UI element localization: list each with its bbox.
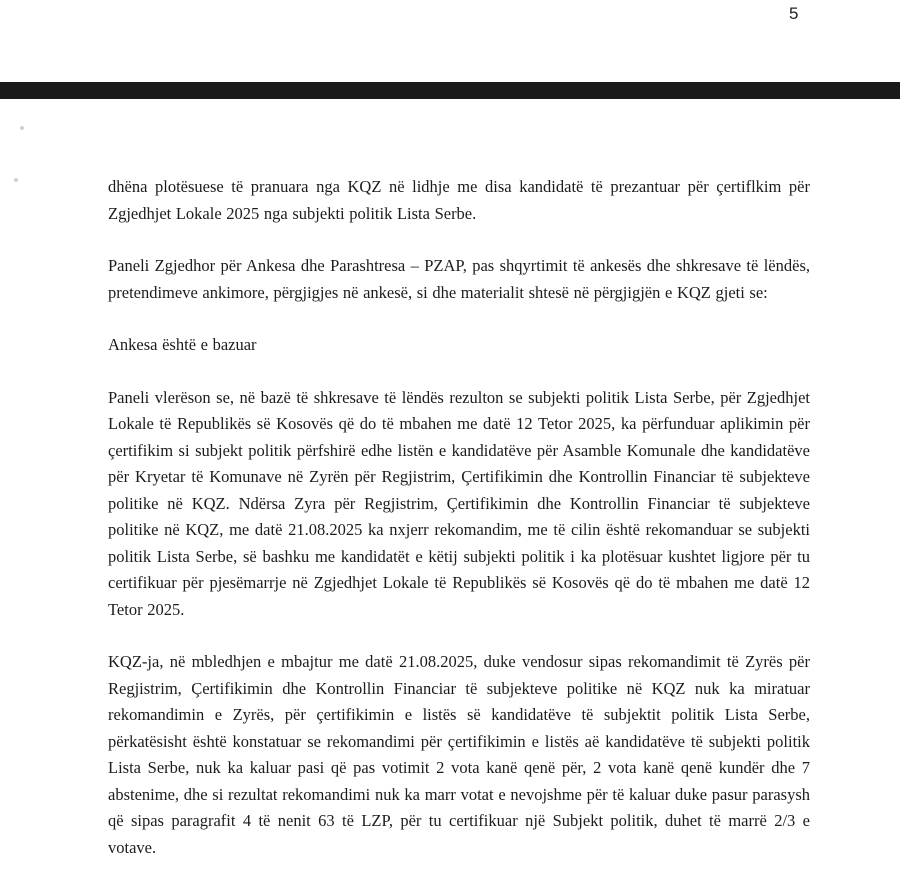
scan-speck — [20, 126, 24, 130]
paragraph-panel-findings-intro: Paneli Zgjedhor për Ankesa dhe Parashtresa – PZAP, pas shqyrtimit të ankesës dhe shkresave të lëndës, pretendimeve ankimore, përgjigjes në ankesë, si dhe materialit shtesë në përgjigjën e KQZ gjeti se: — [108, 256, 810, 302]
paragraph-panel-assessment: Paneli vlerëson se, në bazë të shkresave të lëndës rezulton se subjekti politik Lista Serbe, për Zgjedhjet Lokale të Republikës së Kosovës që do të mbahen me datë 12 Tetor 2025, ka përfunduar aplikimin për çertifikim si subjekt politik përfshirë edhe listën e kandidatëve për Asamble Komunale dhe kandidatëve për Kryetar të Komunave në Zyrën për Regjistrim, Çertifikimin dhe Kontrollin Financiar të subjekteve politike në KQZ. Ndërsa Zyra për Regjistrim, Çertifikimin dhe Kontrollin Financiar të subjekteve politike në KQZ, me datë 21.08.2025 ka nxjerr rekomandim, me të cilin është rekomanduar se subjekti politik Lista Serbe, së bashku me kandidatët e këtij subjekti politik i ka plotësuar kushtet ligjore për tu certifikuar për pjesëmarrje në Zgjedhjet Lokale të Republikës së Kosovës që do të mbahen me datë 12 Tetor 2025. — [108, 387, 810, 619]
paragraph-verdict: Ankesa është e bazuar — [108, 335, 257, 354]
scan-speck — [14, 178, 18, 182]
header-bar — [0, 82, 900, 99]
page-number: 5 — [789, 4, 799, 23]
paragraph-kqz-meeting: KQZ-ja, në mbledhjen e mbajtur me datë 21.08.2025, duke vendosur sipas rekomandimit të Zyrës për Regjistrim, Çertifikimin dhe Kontrollin Financiar të subjekteve politike në KQZ nuk ka miratuar rekomandimin e Zyrës, për çertifikimin e listës së kandidatëve të subjektit politik Lista Serbe, përkatësisht është konstatuar se rekomandimi për çertifikimin e listës aë kandidatëve të subjekti politik Lista Serbe, nuk ka kaluar pasi që pas votimit 2 vota kanë qenë për, 2 vota kanë qenë kundër dhe 7 abstenime, dhe si rezultat rekomandimi nuk ka marr votat e nevojshme për të kaluar duke pasur parasysh që sipas paragrafit 4 të nenit 63 të LZP, për tu certifikuar një Subjekt politik, duhet të marrë 2/3 e votave. — [108, 652, 810, 857]
document-body — [108, 174, 810, 887]
paragraph-continuation: dhëna plotësuese të pranuara nga KQZ në lidhje me disa kandidatë të prezantuar për çertiflkim për Zgjedhjet Lokale 2025 nga subjekti politik Lista Serbe. — [108, 177, 810, 223]
